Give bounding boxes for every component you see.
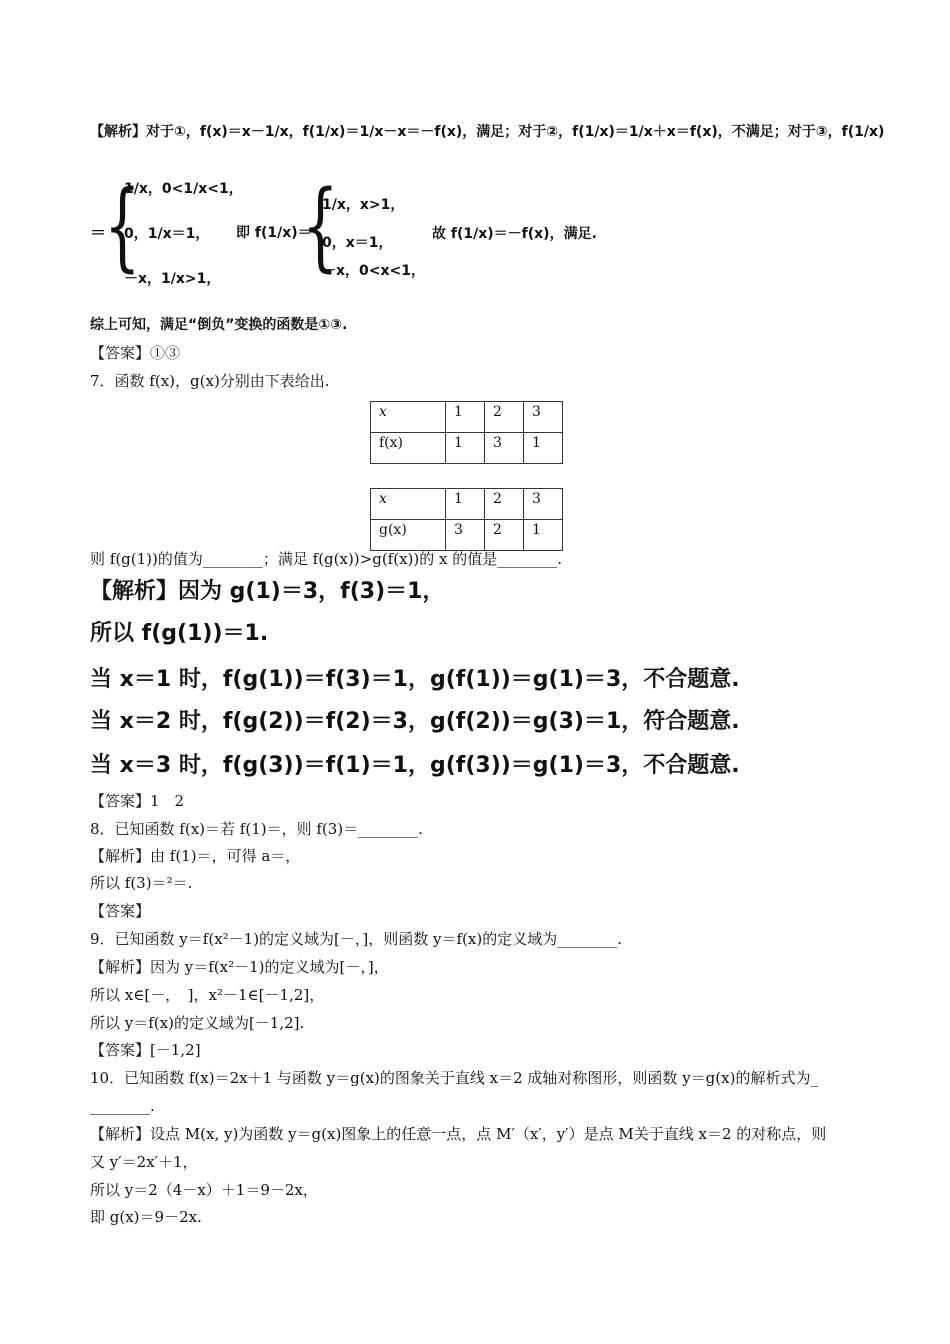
table-cell: 3 [485, 433, 524, 464]
table-cell: x [371, 402, 446, 433]
q6-analysis-line1: 【解析】对于①，f(x)＝x－1/x，f(1/x)＝1/x－x＝－f(x)，满足；对于②，f(1/x)＝1/x＋x＝f(x)，不满足；对于③，f(1/x) [90, 124, 885, 140]
q9-answer: 【答案】[－1,2] [90, 1041, 201, 1059]
q7-analysis-5: 当 x＝3 时，f(g(3))＝f(1)＝1，g(f(3))＝g(1)＝3，不合题意. [90, 753, 740, 778]
q9-line2: 所以 x∈[－， ]，x²－1∈[－1,2]， [90, 986, 325, 1004]
q7-question: 则 f(g(1))的值为________；满足 f(g(x))>g(f(x))的 x 的值是________. [90, 550, 563, 568]
q7-analysis-3: 当 x＝1 时，f(g(1))＝f(3)＝1，g(f(1))＝g(1)＝3，不合题意. [90, 667, 740, 692]
q6-pw1-row2: 0，1/x＝1， [124, 226, 210, 242]
q10-stem: 10．已知函数 f(x)＝2x＋1 与函数 y＝g(x)的图象关于直线 x＝2 成轴对称图形，则函数 y＝g(x)的解析式为_ [90, 1069, 818, 1087]
table-cell: 1 [446, 489, 485, 520]
q6-pw1-prefix: ＝ [90, 223, 107, 242]
q9-line3: 所以 y＝f(x)的定义域为[－1,2]. [90, 1014, 305, 1032]
q6-pw2-prefix: 即 f(1/x)＝ [236, 225, 312, 241]
table-cell: 1 [524, 520, 563, 551]
q7-stem: 7．函数 f(x)，g(x)分别由下表给出. [90, 372, 330, 390]
q7-answer: 【答案】1 2 [90, 792, 185, 810]
q7-analysis-4: 当 x＝2 时，f(g(2))＝f(2)＝3，g(f(2))＝g(3)＝1，符合题意. [90, 709, 740, 734]
table-cell: 1 [524, 433, 563, 464]
table-cell: 3 [524, 402, 563, 433]
q6-pw1-row1: 1/x，0<1/x<1， [124, 181, 243, 197]
q7-analysis-2: 所以 f(g(1))＝1. [90, 621, 269, 646]
q7-table-f [370, 401, 563, 464]
q8-answer: 【答案】 [90, 902, 151, 920]
q8-line2: 所以 f(3)＝²＝. [90, 874, 193, 892]
q10-analysis: 【解析】设点 M(x, y)为函数 y＝g(x)图象上的任意一点，点 M′（x′，y′）是点 M关于直线 x＝2 的对称点，则 [90, 1125, 827, 1143]
table-cell: 3 [446, 520, 485, 551]
table-cell: 1 [446, 433, 485, 464]
q7-analysis-1: 【解析】因为 g(1)＝3，f(3)＝1， [90, 579, 445, 604]
q6-pw2-row2: 0，x＝1， [322, 235, 393, 251]
q6-pw2-row1: 1/x，x>1， [322, 197, 405, 213]
table-cell: 2 [485, 402, 524, 433]
q6-piecewise-1 [90, 168, 250, 298]
q8-analysis: 【解析】由 f(1)＝，可得 a＝， [90, 847, 301, 865]
table-cell: 2 [485, 520, 524, 551]
q6-pw2-row3: －x，0<x<1， [322, 263, 426, 279]
table-cell: 3 [524, 489, 563, 520]
q10-line3: 所以 y＝2（4－x）＋1＝9－2x， [90, 1181, 318, 1199]
q10-line4: 即 g(x)＝9－2x. [90, 1208, 202, 1226]
table-cell: g(x) [371, 520, 446, 551]
q9-stem: 9．已知函数 y＝f(x²－1)的定义域为[－，]，则函数 y＝f(x)的定义域为________. [90, 930, 622, 948]
q6-conclusion: 故 f(1/x)＝－f(x)，满足. [432, 226, 597, 242]
q6-answer: 【答案】①③ [90, 344, 181, 362]
q9-analysis: 【解析】因为 y＝f(x²－1)的定义域为[－，]， [90, 958, 389, 976]
q6-piecewise-2 [236, 168, 436, 298]
q6-summary: 综上可知，满足“倒负”变换的函数是①③. [90, 317, 348, 333]
table-cell: 1 [446, 402, 485, 433]
q8-stem: 8．已知函数 f(x)＝若 f(1)＝，则 f(3)＝________. [90, 820, 423, 838]
q6-pw2-brace: { [302, 170, 339, 282]
q7-table-g [370, 488, 563, 551]
q6-pw1-brace: { [104, 170, 141, 282]
table-cell: f(x) [371, 433, 446, 464]
q6-pw1-row3: －x，1/x>1， [124, 271, 221, 287]
q10-line2: 又 y′＝2x′＋1， [90, 1153, 198, 1171]
q10-stem2: ________. [90, 1097, 155, 1115]
table-cell: x [371, 489, 446, 520]
table-cell: 2 [485, 489, 524, 520]
